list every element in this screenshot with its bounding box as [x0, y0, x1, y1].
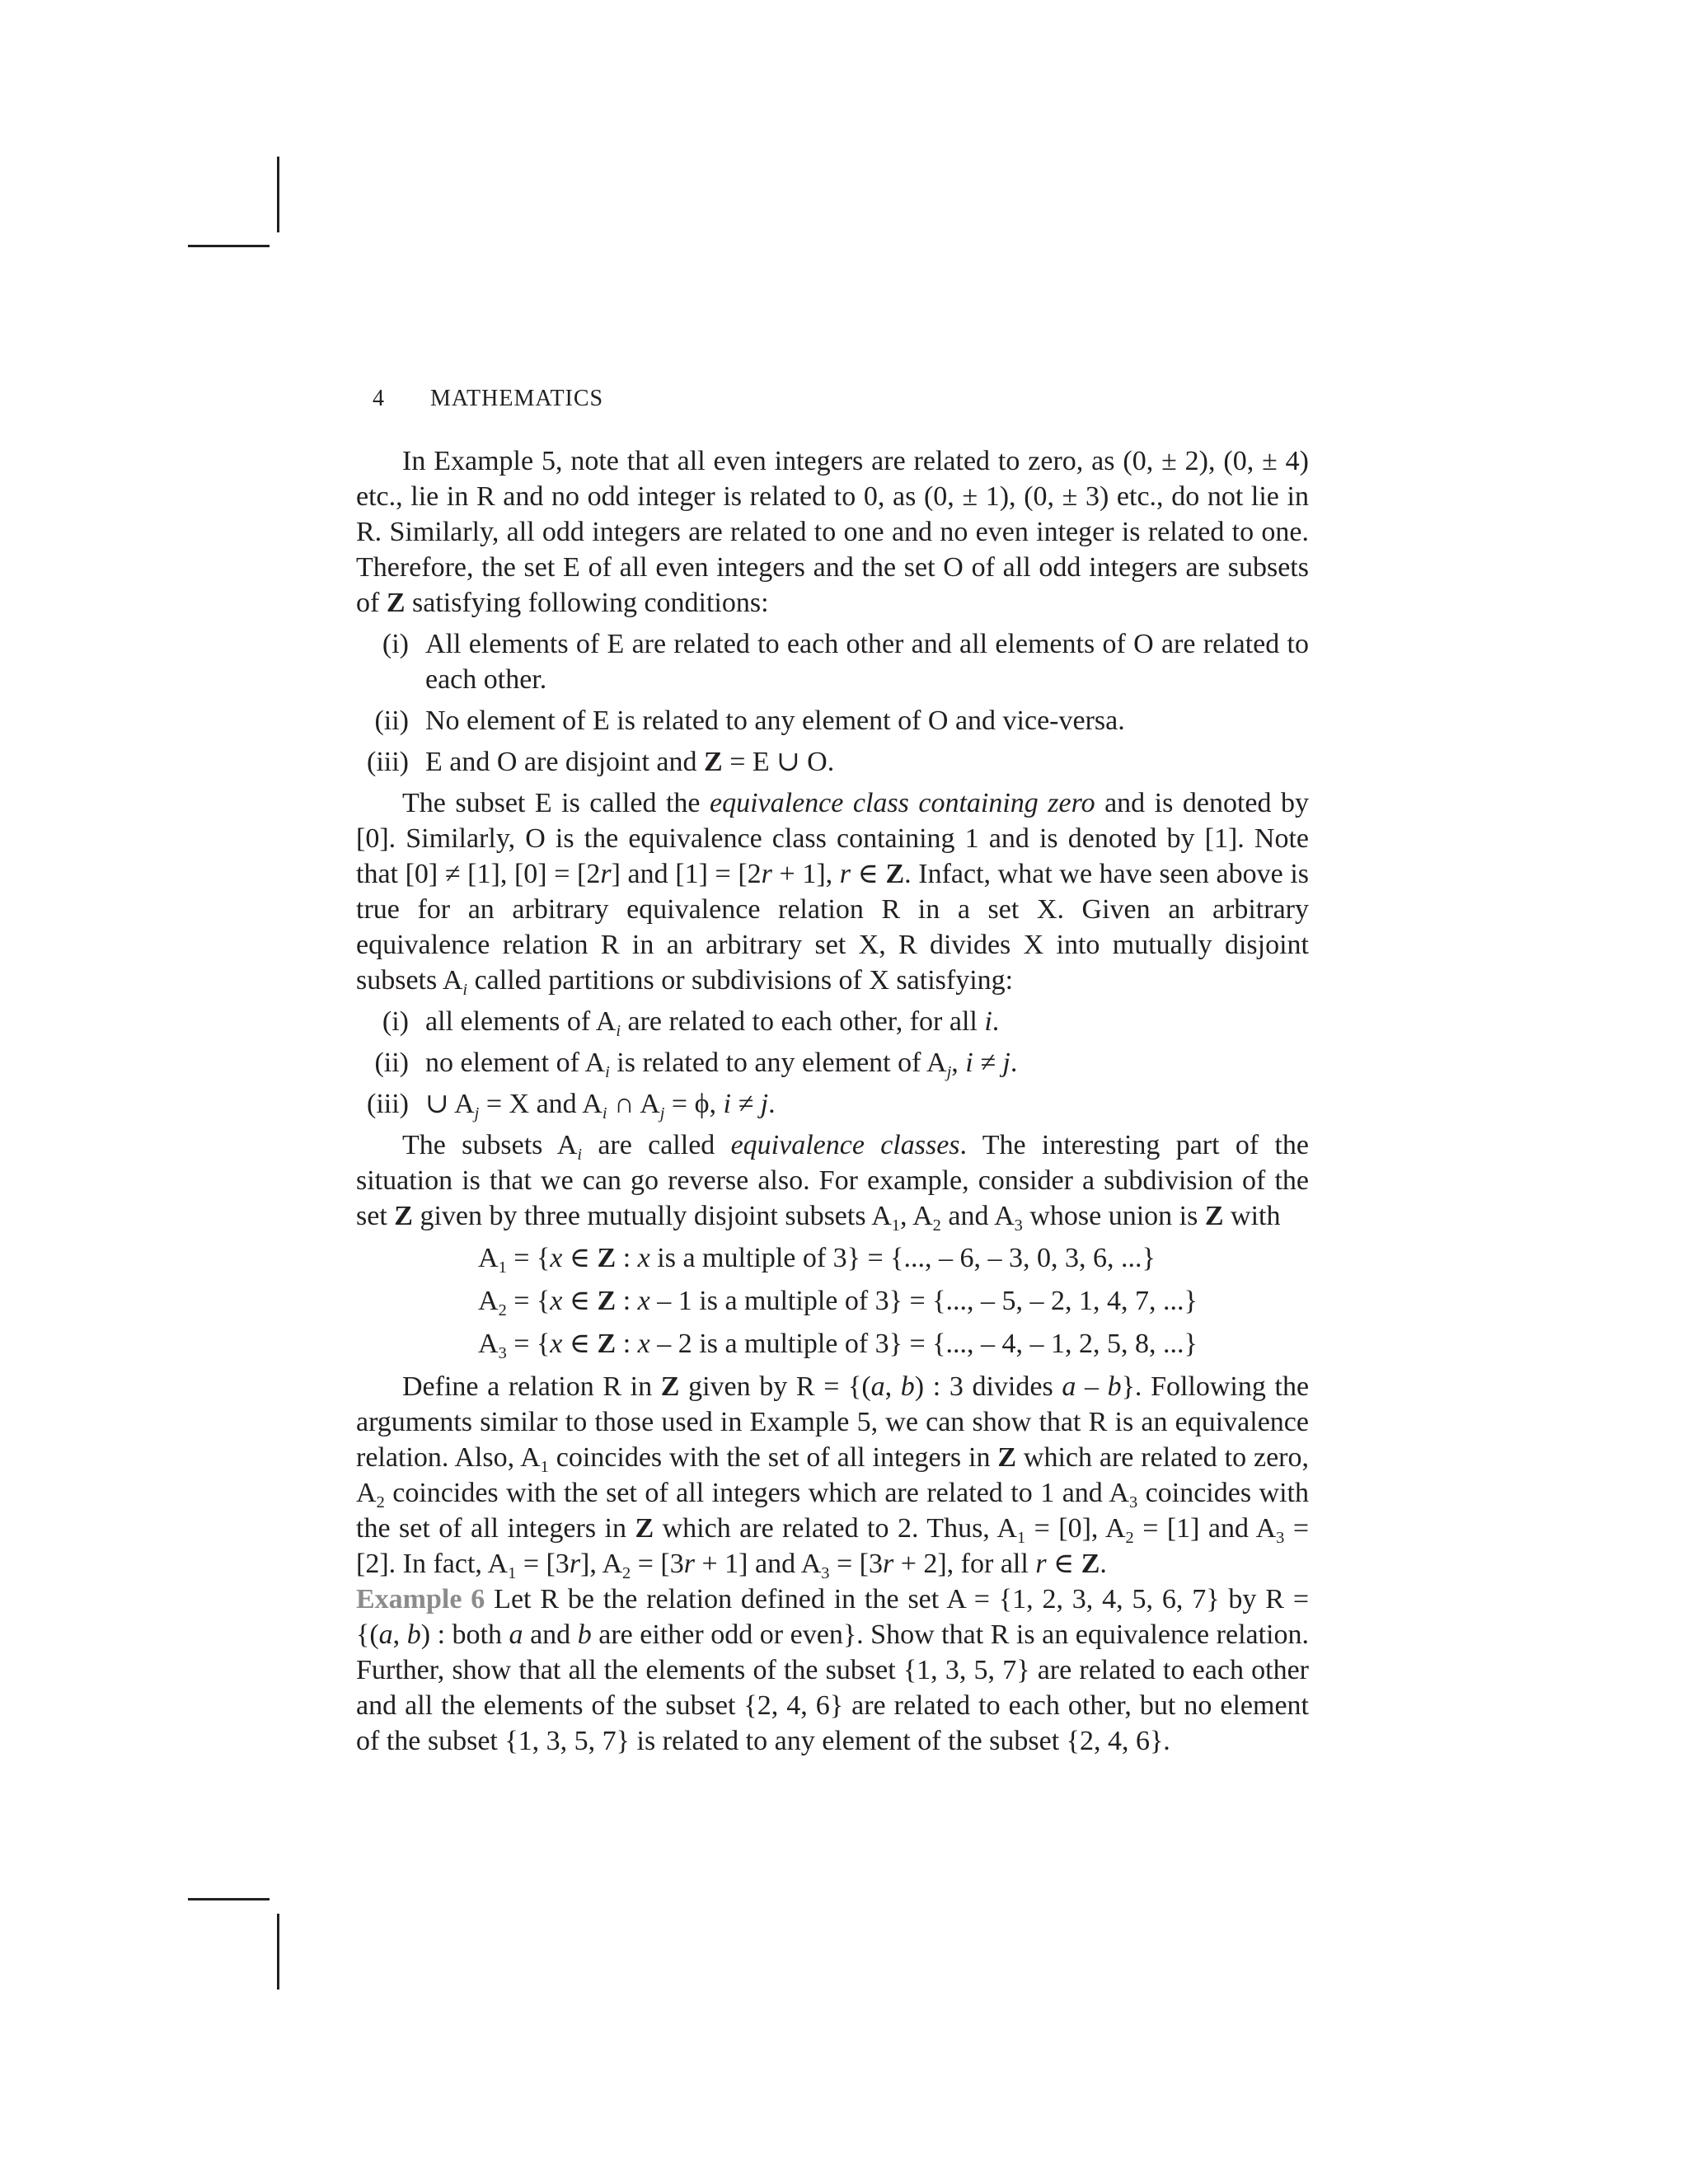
- page-number: 4: [373, 386, 385, 411]
- equation-block: [356, 1237, 1309, 1366]
- equation-a2: $A_2 = \{x$ ∈ Z : x – 1 is a multiple of 3} = {..., – 5, – 2, 1, 4, 7, ...}: [478, 1286, 1198, 1320]
- paragraph-equivalence-class: The subset E is called the equivalence class containing zero and is denoted by [0]. Similarly, O is the equivalence class containing 1 and is denoted by [1]. Note that [0] ≠ [1], [0] = [2r] and [1] = [2r + 1], r ∈ Z. Infact, what we have seen above is true for an arbitrary equivalence relation R in a set X. Given an arbitrary equivalence relation R in an arbitrary set X, R divides X into mutually disjoint subsets $A_i$ called partitions or subdivisions of X satisfying:: [356, 788, 1310, 1000]
- running-header: [373, 386, 603, 412]
- list-item: (i) all elements of $A_i$ are related to each other, for all i.: [382, 1006, 1000, 1041]
- equation-a1: $A_1 = \{x$ ∈ Z : x is a multiple of 3} = {..., – 6, – 3, 0, 3, 6, ...}: [478, 1243, 1156, 1277]
- list-item: (i) All elements of E are related to each other and all elements of O are related to each other.: [382, 629, 1309, 695]
- paragraph-example5-note: In Example 5, note that all even integers are related to zero, as (0, ± 2), (0, ± 4) etc., lie in R and no odd integer is related to 0, as (0, ± 1), (0, ± 3) etc., do not lie in R. Similarly, all odd integers are related to one and no even integer is related to one. Therefore, the set E of all even integers and the set O of all odd integers are subsets of Z satisfying following conditions:: [356, 446, 1309, 618]
- page-body: [356, 443, 1309, 1759]
- crop-mark-bottom-horizontal: [188, 1898, 270, 1900]
- example-6: Example 6 Let R be the relation defined in the set A = {1, 2, 3, 4, 5, 6, 7} by R = {(a, b) : both a and b are either odd or even}. Show that R is an equivalence relation. Further, show that all the elements of the subset {1, 3, 5, 7} are related to each other and all the elements of the subset {2, 4, 6} are related to each other, but no element of the subset {1, 3, 5, 7} is related to any element of the subset {2, 4, 6}.: [356, 1584, 1310, 1756]
- list-item: (ii) no element of $A_i$ is related to any element of $A_j$, i ≠ j.: [374, 1047, 1018, 1082]
- equation-a3: $A_3 = \{x$ ∈ Z : x – 2 is a multiple of 3} = {..., – 4, – 1, 2, 5, 8, ...}: [478, 1329, 1198, 1363]
- running-title: MATHEMATICS: [430, 386, 604, 411]
- list-item: (iii) E and O are disjoint and Z = E ∪ O.: [367, 747, 835, 777]
- paragraph-equivalence-classes: The subsets $A_i$ are called equivalence classes. The interesting part of the situation is that we can go reverse also. For example, consider a subdivision of the set Z given by three mutually disjoint subsets $A_1$, $A_2$ and $A_3$ whose union is Z with: [356, 1130, 1309, 1235]
- crop-mark-top-vertical: [277, 157, 279, 232]
- list-item: (iii) ∪ $A_j = X$ and $A_i$ ∩ $A_j = \phi$, i ≠ j.: [367, 1089, 776, 1123]
- crop-mark-bottom-vertical: [277, 1914, 279, 1990]
- list-item: (ii) No element of E is related to any element of O and vice-versa.: [374, 705, 1125, 736]
- conditions-list-even-odd: [356, 626, 1309, 780]
- example-label: Example 6: [356, 1584, 485, 1615]
- crop-mark-top-horizontal: [188, 245, 270, 247]
- conditions-list-partitions: [356, 1004, 1309, 1122]
- paragraph-relation-definition: Define a relation R in Z given by R = {(a, b) : 3 divides a – b}. Following the arguments similar to those used in Example 5, we can show that R is an equivalence relation. Also, $A_1$ coincides with the set of all integers in Z which are related to zero, $A_2$ coincides with the set of all integers which are related to 1 and $A_3$ coincides with the set of all integers in Z which are related to 2. Thus, $A_1 = [0]$, $A_2 = [1]$ and $A_3 = [2]$. In fact, $A_1 = [3r]$, $A_2 = [3r + 1]$ and $A_3 = [3r + 2]$, for all r ∈ Z.: [356, 1371, 1310, 1583]
